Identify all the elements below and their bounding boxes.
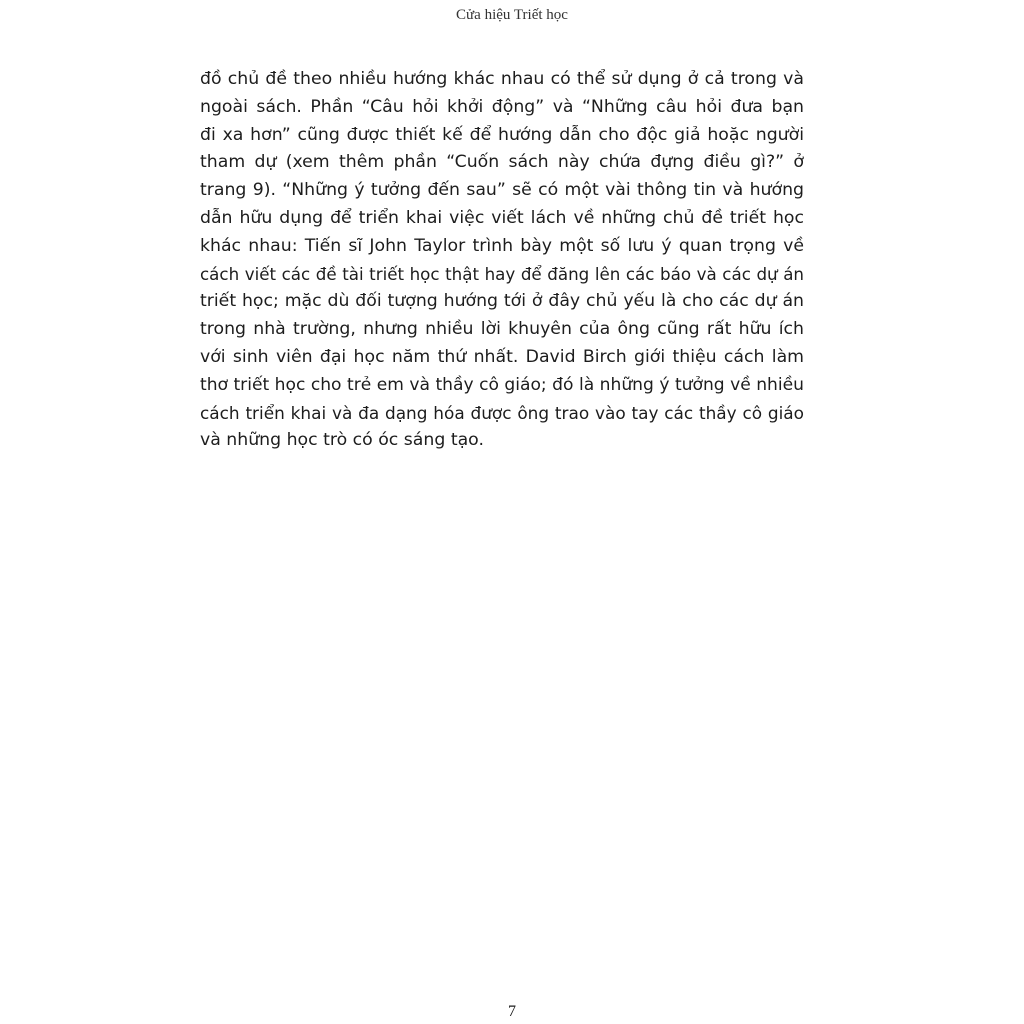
body-paragraph: [200, 66, 804, 455]
text-line: với sinh viên đại học năm thứ nhất. David Birch giới thiệu cách làm: [200, 346, 804, 367]
running-header: Cửa hiệu Triết học: [456, 7, 568, 23]
text-line: dẫn hữu dụng để triển khai việc viết lách về những chủ đề triết học: [200, 207, 804, 228]
text-line: khác nhau: Tiến sĩ John Taylor trình bày một số lưu ý quan trọng về: [200, 235, 804, 256]
text-line: cách viết các đề tài triết học thật hay để đăng lên các báo và các dự án: [200, 263, 804, 284]
page-number: 7: [508, 1003, 516, 1020]
text-line: cách triển khai và đa dạng hóa được ông trao vào tay các thầy cô giáo: [200, 402, 804, 423]
text-line: tham dự (xem thêm phần “Cuốn sách này chứa đựng điều gì?” ở: [200, 152, 804, 173]
text-line: thơ triết học cho trẻ em và thầy cô giáo; đó là những ý tưởng về nhiều: [200, 374, 804, 395]
text-line: trong nhà trường, nhưng nhiều lời khuyên của ông cũng rất hữu ích: [200, 319, 804, 340]
text-line: và những học trò có óc sáng tạo.: [200, 430, 484, 451]
text-line: đi xa hơn” cũng được thiết kế để hướng dẫn cho độc giả hoặc người: [200, 124, 804, 145]
text-line: triết học; mặc dù đối tượng hướng tới ở đây chủ yếu là cho các dự án: [200, 291, 804, 312]
text-line: trang 9). “Những ý tưởng đến sau” sẽ có một vài thông tin và hướng: [200, 180, 804, 201]
text-line: ngoài sách. Phần “Câu hỏi khởi động” và “Những câu hỏi đưa bạn: [200, 96, 804, 117]
text-line: đồ chủ đề theo nhiều hướng khác nhau có thể sử dụng ở cả trong và: [200, 69, 804, 89]
